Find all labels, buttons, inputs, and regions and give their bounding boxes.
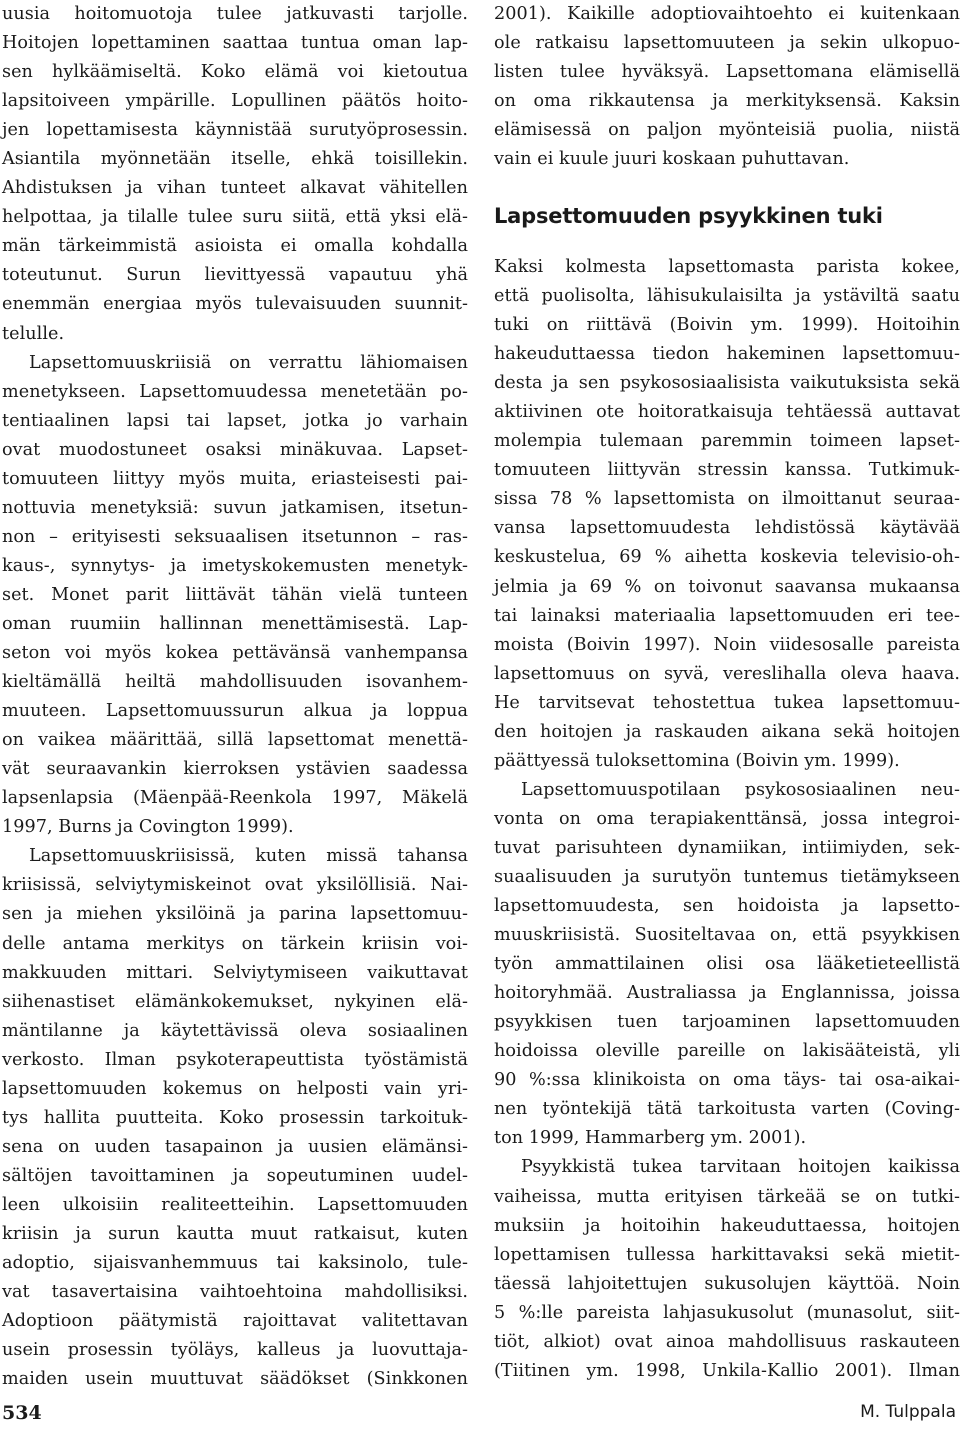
text-line: Asiantila myönnetään itselle, ehkä toisillekin. bbox=[2, 149, 468, 170]
text-line: vonta on oma terapiakenttänsä, jossa integroi- bbox=[494, 808, 960, 829]
text-line: jelmia ja 69 % on toivonut saavansa mukaansa bbox=[494, 576, 960, 597]
text-line: sen ja miehen yksilöinä ja parina lapsettomuu- bbox=[2, 904, 468, 925]
text-line: telulle. bbox=[2, 323, 65, 344]
text-line: siihenastiset elämänkokemukset, nykyinen elä- bbox=[2, 991, 468, 1012]
text-line: vansa lapsettomuudesta lehdistössä käytävää bbox=[494, 518, 960, 539]
right-column-bottom bbox=[494, 253, 960, 1386]
text-line: vain ei kuule juuri koskaan puhuttavan. bbox=[494, 149, 850, 170]
text-line: sissa 78 % lapsettomista on ilmoittanut seuraa- bbox=[494, 489, 960, 510]
text-line: Kaksi kolmesta lapsettomasta parista kokee, bbox=[494, 257, 960, 277]
text-line: usein prosessin työläys, kalleus ja luovuttaja- bbox=[2, 1340, 468, 1361]
text-line: verkosto. Ilman psykoterapeuttista työstämistä bbox=[2, 1049, 468, 1070]
text-line: muksiin ja hoitoihin hakeuduttaessa, hoitojen bbox=[494, 1215, 960, 1236]
text-line: hakeuduttaessa tiedon hakeminen lapsettomuu- bbox=[494, 344, 960, 365]
text-line: jen lopettamisesta käynnistää surutyöprosessin. bbox=[2, 120, 468, 141]
text-line: nen työntekijä tätä tarkoitusta varten (Coving- bbox=[494, 1099, 960, 1120]
text-line: helpottaa, ja tilalle tulee suru siitä, että yksi elä- bbox=[2, 207, 468, 228]
running-footer-author: M. Tulppala bbox=[860, 1402, 956, 1422]
text-line: mäntilanne ja käytettävissä oleva sosiaalinen bbox=[2, 1020, 468, 1041]
text-line: sen hylkäämiseltä. Koko elämä voi kietoutua bbox=[2, 62, 468, 83]
text-line: nottuvia menetyksiä: suvun jatkamisen, itsetun- bbox=[2, 497, 468, 518]
text-line: lapsettomuudesta, sen hoidoista ja lapsetto- bbox=[494, 896, 960, 917]
text-line: sena on uuden tasapainon ja uusien elämänsi- bbox=[2, 1136, 468, 1157]
text-line: tai lainaksi materiaalia lapsettomuuden eri tee- bbox=[494, 605, 960, 626]
text-line: ton 1999, Hammarberg ym. 2001). bbox=[494, 1128, 807, 1149]
text-line: hoitoryhmää. Australiassa ja Englannissa, joissa bbox=[494, 983, 960, 1004]
text-line: Hoitojen lopettaminen saattaa tuntua oman lap- bbox=[2, 33, 468, 54]
text-line: den hoitojen ja raskauden aikana sekä hoitojen bbox=[494, 721, 960, 742]
text-line: tomuuteen liittyy myös muita, eriasteisesti pai- bbox=[2, 468, 468, 489]
text-line: seton voi myös kokea pettävänsä vanhempansa bbox=[2, 643, 468, 664]
text-line: tuvat parisuhteen dynamiikan, intiimiyden, sek- bbox=[494, 837, 960, 858]
text-line: muuteen. Lapsettomuussurun alkua ja loppua bbox=[2, 701, 468, 722]
text-line: enemmän energiaa myös tulevaisuuden suunnit- bbox=[2, 294, 468, 315]
text-line: Lapsettomuuskriisissä, kuten missä tahansa bbox=[29, 846, 468, 867]
text-line: sältöjen tavoittaminen ja sopeutuminen uudel- bbox=[2, 1165, 468, 1186]
text-line: työn ammattilainen olisi osa lääketieteellistä bbox=[494, 954, 960, 975]
text-line: elämisessä on paljon myönteisiä puolia, niistä bbox=[494, 120, 960, 141]
text-line: män tärkeimmistä asioista ei omalla kohdalla bbox=[2, 236, 468, 257]
text-line: ovat muodostuneet osaksi minäkuvaa. Lapset- bbox=[2, 439, 468, 460]
text-line: vat tasavertaisina vaihtoehtoina mahdollisiksi. bbox=[2, 1282, 468, 1303]
text-line: uusia hoitomuotoja tulee jatkuvasti tarjolle. bbox=[2, 4, 468, 24]
text-line: lapsettomuus on syvä, vereslihalla oleva haava. bbox=[494, 663, 960, 684]
text-line: non – erityisesti seksuaalisen itsetunnon – ras- bbox=[2, 526, 468, 547]
text-line: desta ja sen psykososiaalisista vaikutuksista sekä bbox=[494, 373, 960, 394]
text-line: suaalisuuden ja surutyön tuntemus tietämykseen bbox=[494, 866, 960, 887]
text-line: molempia tulemaan paremmin toimeen lapset- bbox=[494, 431, 960, 452]
text-line: kieltämällä heiltä mahdollisuuden isovanhem- bbox=[2, 672, 468, 693]
text-line: päättyessä tuloksettomina (Boivin ym. 1999). bbox=[494, 750, 900, 771]
text-line: keskustelua, 69 % aihetta koskevia televisio-oh- bbox=[494, 547, 960, 568]
text-line: tys hallita puutteita. Koko prosessin tarkoituk- bbox=[2, 1107, 468, 1128]
text-line: psyykkisen tuen tarjoaminen lapsettomuuden bbox=[494, 1012, 960, 1033]
text-line: hoidoissa oleville pareille on lakisääteistä, yli bbox=[494, 1041, 960, 1062]
text-line: listen tulee hyväksyä. Lapsettomana elämisellä bbox=[494, 62, 960, 83]
text-line: lopettamisen tullessa harkittavaksi sekä mietit- bbox=[494, 1244, 960, 1265]
text-line: 2001). Kaikille adoptiovaihtoehto ei kuitenkaan bbox=[494, 4, 960, 24]
text-line: 90 %:ssa klinikoista on oma täys- tai osa-aikai- bbox=[494, 1070, 960, 1091]
text-line: tiöt, alkiot) ovat ainoa mahdollisuus raskauteen bbox=[494, 1331, 960, 1352]
text-line: vät seuraavankin kierroksen ystävien saadessa bbox=[2, 759, 468, 780]
text-line: Ahdistuksen ja vihan tunteet alkavat vähitellen bbox=[2, 178, 468, 199]
text-line: Lapsettomuuskriisiä on verrattu lähiomaisen bbox=[29, 352, 468, 373]
text-line: on oma rikkautensa ja merkityksensä. Kaksin bbox=[494, 91, 960, 112]
text-line: He tarvitsevat tehostettua tukea lapsettomuu- bbox=[494, 692, 960, 713]
text-line: leen ulkoisiin realiteetteihin. Lapsettomuuden bbox=[2, 1194, 468, 1215]
text-line: tuki on riittävä (Boivin ym. 1999). Hoitoihin bbox=[494, 315, 960, 336]
text-line: kriisin ja surun kautta muut ratkaisut, kuten bbox=[2, 1223, 468, 1244]
text-line: on vaikea määrittää, sillä lapsettomat menettä- bbox=[2, 730, 468, 751]
text-line: täessä lahjoitettujen sukusolujen käyttöä. Noin bbox=[494, 1273, 960, 1294]
text-line: makkuuden mittari. Selviytymiseen vaikuttavat bbox=[2, 962, 468, 983]
text-line: tomuuteen liittyvän stressin kanssa. Tutkimuk- bbox=[494, 460, 960, 481]
left-column bbox=[2, 0, 468, 1394]
text-line: Psyykkistä tukea tarvitaan hoitojen kaikissa bbox=[521, 1157, 960, 1178]
text-line: oman ruumiin hallinnan menettämisestä. Lap- bbox=[2, 613, 468, 634]
text-line: muuskriisistä. Suositeltavaa on, että psyykkisen bbox=[494, 925, 960, 946]
text-line: toteutunut. Surun lievittyessä vapautuu yhä bbox=[2, 265, 468, 286]
text-line: 5 %:lle pareista lahjasukusolut (munasolut, siit- bbox=[494, 1302, 960, 1323]
text-line: delle antama merkitys on tärkein kriisin voi- bbox=[2, 933, 468, 954]
text-line: Adoptioon päätymistä rajoittavat valitettavan bbox=[2, 1311, 468, 1332]
text-line: maiden usein muuttuvat säädökset (Sinkkonen bbox=[2, 1369, 468, 1390]
text-line: että puolisolta, lähisukulaisilta ja ystäviltä saatu bbox=[494, 286, 960, 307]
text-line: aktiivinen ote hoitoratkaisuja tehtäessä auttavat bbox=[494, 402, 960, 423]
right-column-top bbox=[494, 0, 960, 174]
section-heading: Lapsettomuuden psyykkinen tuki bbox=[494, 204, 883, 228]
text-line: vaiheissa, mutta erityisen tärkeää se on tutki- bbox=[494, 1186, 960, 1207]
text-line: lapsitoiveen ympärille. Lopullinen päätös hoito- bbox=[2, 91, 468, 112]
text-line: set. Monet parit liittävät tähän vielä tunteen bbox=[2, 584, 468, 605]
text-line: menetykseen. Lapsettomuudessa menetetään po- bbox=[2, 381, 468, 402]
text-line: moista (Boivin 1997). Noin viidesosalle pareista bbox=[494, 634, 960, 655]
text-line: kriisissä, selviytymiskeinot ovat yksilöllisiä. Nai- bbox=[2, 875, 468, 896]
text-line: lapsenlapsia (Mäenpää-Reenkola 1997, Mäkelä bbox=[2, 788, 468, 809]
text-line: Lapsettomuuspotilaan psykososiaalinen neu- bbox=[521, 779, 960, 800]
text-line: lapsettomuuden kokemus on helposti vain yri- bbox=[2, 1078, 468, 1099]
text-line: 1997, Burns ja Covington 1999). bbox=[2, 817, 294, 838]
text-line: kaus-, synnytys- ja imetyskokemusten menetyk- bbox=[2, 555, 468, 576]
page-number: 534 bbox=[2, 1402, 42, 1424]
text-line: tentiaalinen lapsi tai lapset, jotka jo varhain bbox=[2, 410, 468, 431]
text-line: ole ratkaisu lapsettomuuteen ja sekin ulkopuo- bbox=[494, 33, 960, 54]
text-line: adoptio, sijaisvanhemmuus tai kaksinolo, tule- bbox=[2, 1253, 468, 1274]
text-line: (Tiitinen ym. 1998, Unkila-Kallio 2001). Ilman bbox=[494, 1360, 960, 1381]
